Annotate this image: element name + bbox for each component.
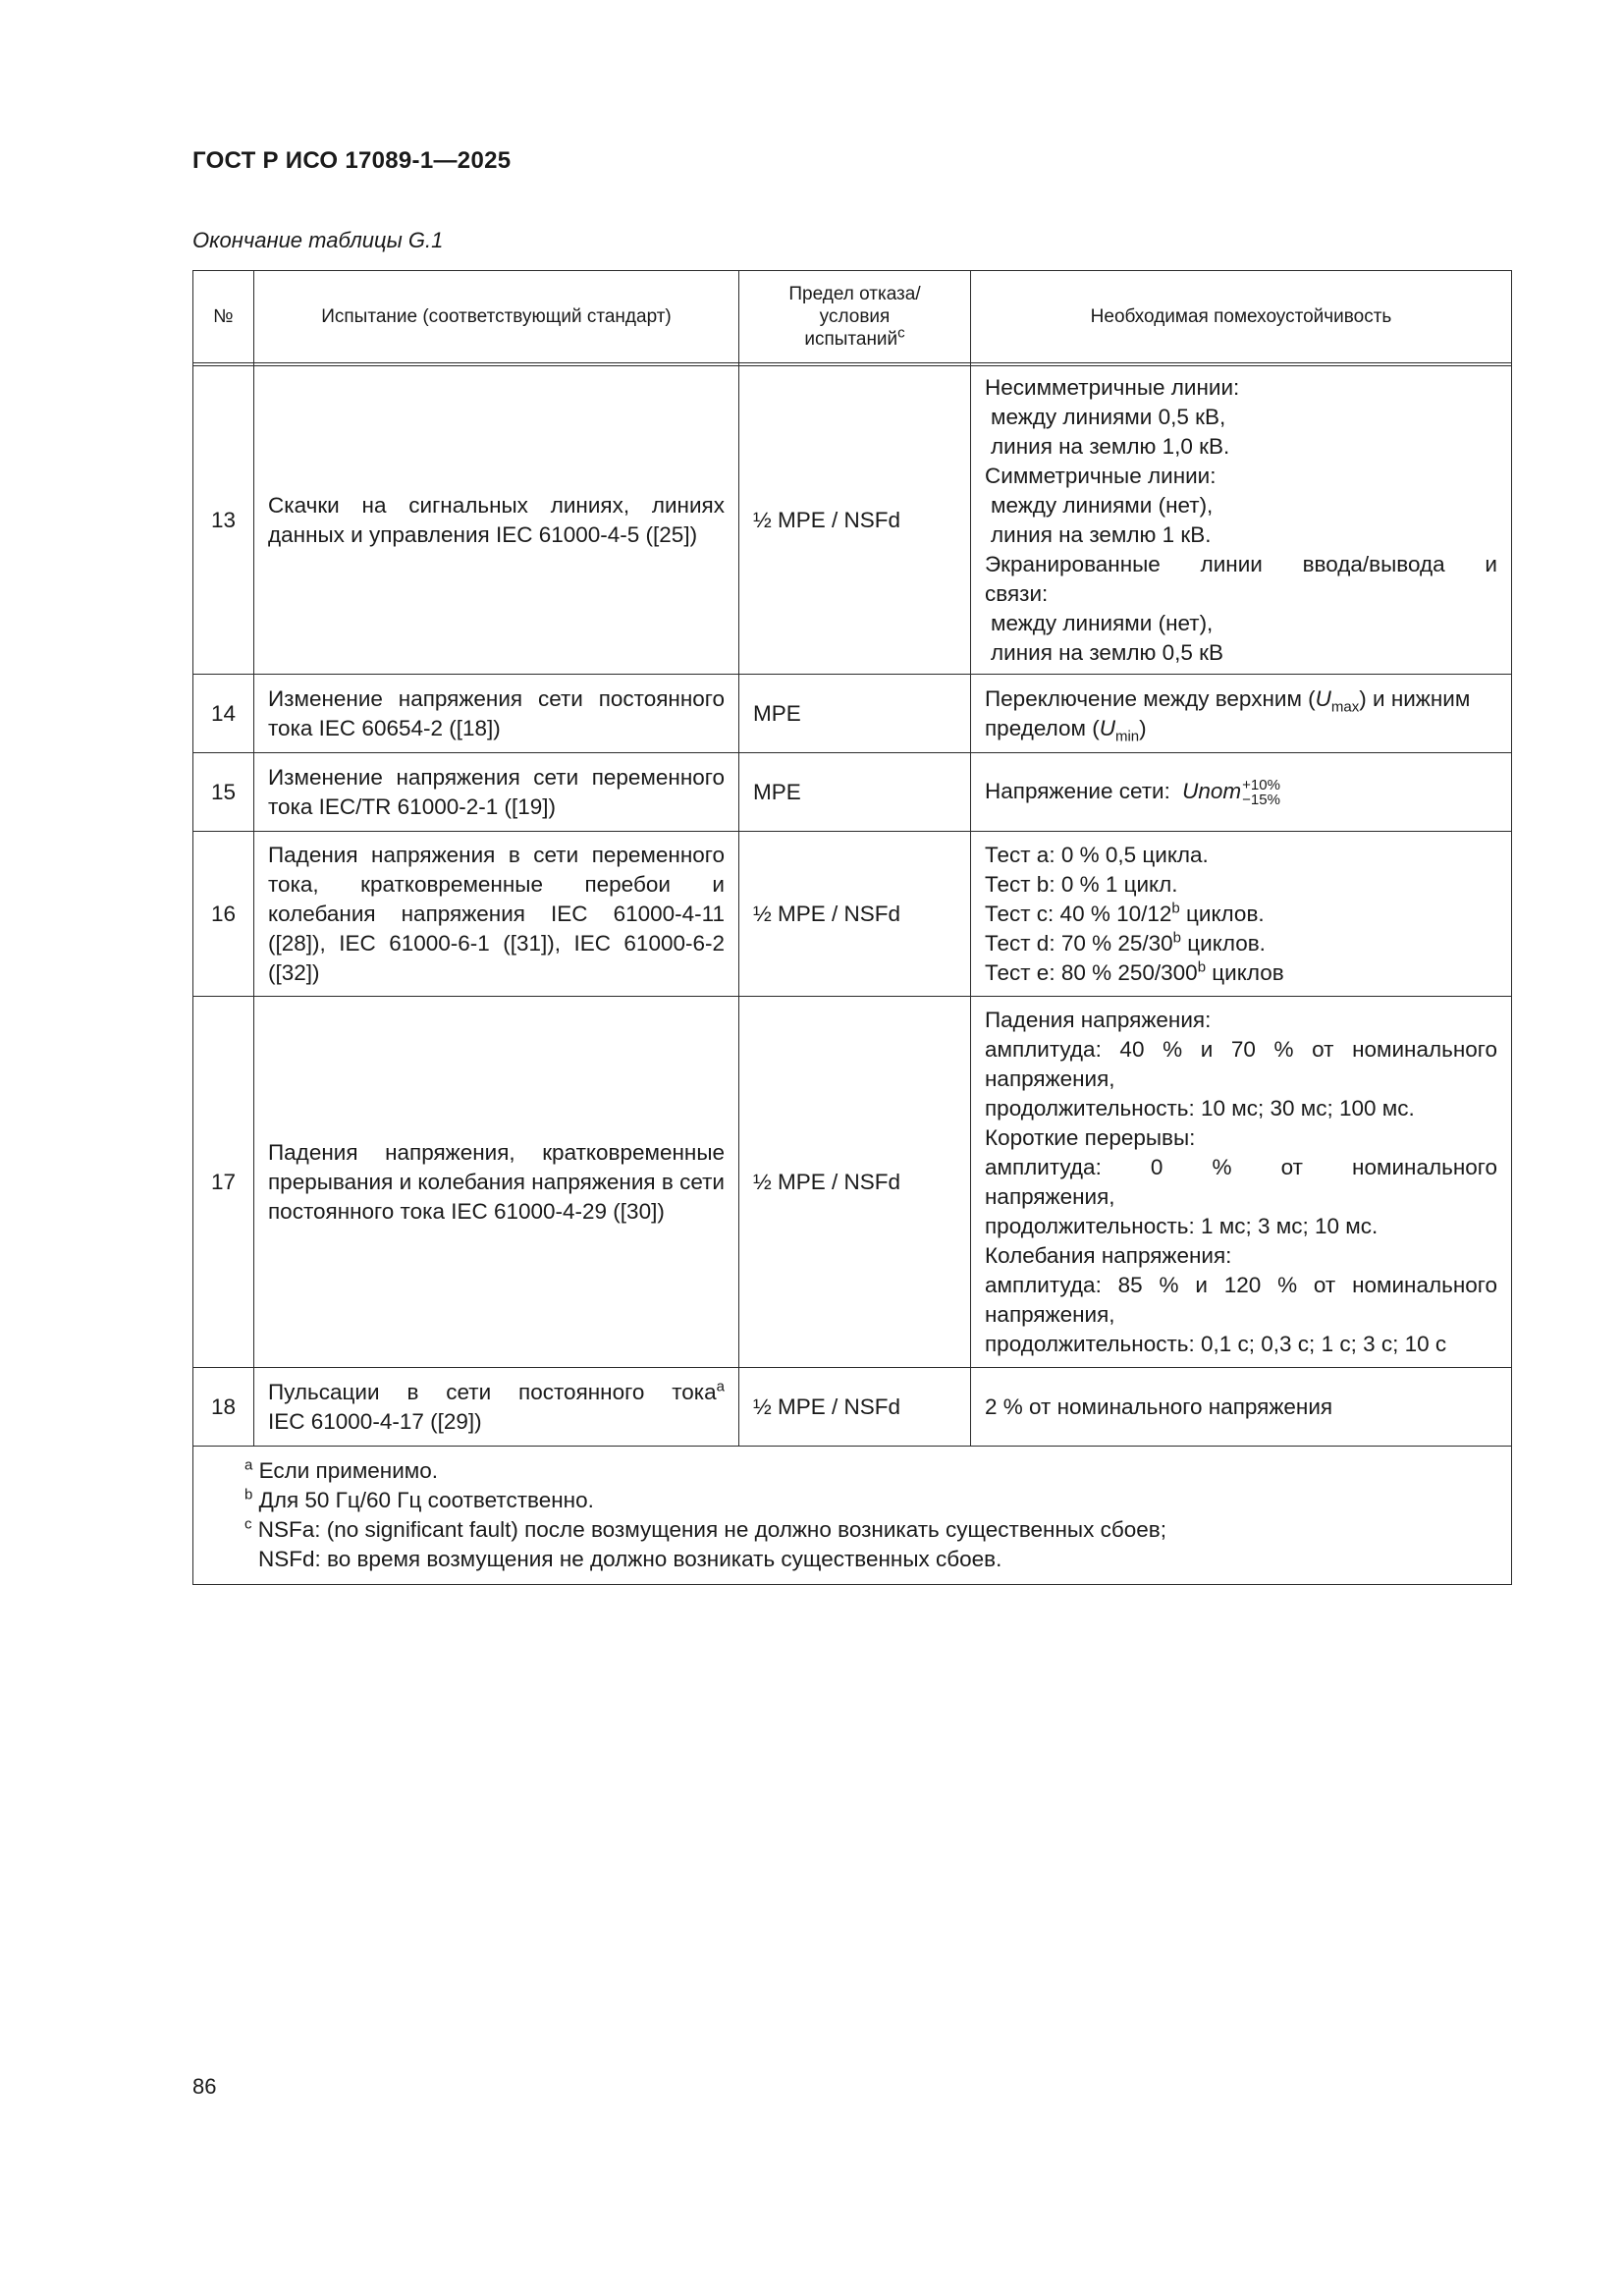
immunity-text: ) и нижним пределом ( (985, 685, 1471, 740)
immunity-line: продолжительность: 0,1 с; 0,3 с; 1 с; 3 с; 10 с (985, 1331, 1447, 1356)
row-limit: MPE (739, 675, 971, 753)
immunity-line (985, 900, 1497, 929)
row-immunity (971, 366, 1512, 675)
row-immunity (971, 753, 1512, 832)
row-test: Падения напряжения, кратковременные прерывания и колебания напряжения в сети постоянного тока IEC 61000-4-29 ([30]) (254, 997, 739, 1368)
note-text: NSFa: (no significant fault) после возмущения не должно возникать существенных сбоев; (251, 1517, 1166, 1542)
immunity-line: линия на землю 0,5 кВ (991, 639, 1223, 665)
immunity-text: Тест c: 40 % 10/12 (985, 901, 1172, 926)
immunity-line: напряжения, (985, 1066, 1115, 1091)
immunity-line: Тест a: 0 % 0,5 цикла. (985, 842, 1209, 867)
immunity-line: амплитуда: 40 % и 70 % от номинального (985, 1036, 1497, 1062)
row-limit: ½ MPE / NSFd (739, 832, 971, 997)
immunity-text: циклов. (1181, 930, 1266, 956)
note-text: NSFd: во время возмущения не должно возникать существенных сбоев. (258, 1547, 1002, 1571)
nominal-voltage-symbol: Unom (1182, 778, 1242, 803)
immunity-line: напряжения, (985, 1183, 1115, 1209)
table-row (193, 832, 1512, 997)
footnote-mark: c (897, 324, 905, 342)
column-header-immunity: Необходимая помехоустойчивость (971, 271, 1512, 363)
row-number: 15 (193, 753, 254, 832)
immunity-line: амплитуда: 85 % и 120 % от номинального (985, 1272, 1497, 1297)
row-test: Изменение напряжения сети переменного тока IEC/TR 61000-2-1 ([19]) (254, 753, 739, 832)
row-number: 17 (193, 997, 254, 1368)
immunity-line: Экранированные линии ввода/вывода и (985, 551, 1497, 576)
column-header-number: № (193, 271, 254, 363)
immunity-line (985, 958, 1497, 988)
column-header-test: Испытание (соответствующий стандарт) (254, 271, 739, 363)
table-g1 (192, 270, 1512, 1585)
table-row (193, 753, 1512, 832)
voltage-symbol: U (1099, 715, 1115, 740)
note-line (244, 1545, 1452, 1574)
footnote-mark: b (244, 1486, 253, 1503)
table-row (193, 675, 1512, 753)
document-title: ГОСТ Р ИСО 17089-1—2025 (192, 147, 512, 174)
immunity-text: Переключение между верхним ( (985, 685, 1316, 711)
footnote-mark: b (1171, 900, 1180, 916)
table-row (193, 1368, 1512, 1447)
note-text: Для 50 Гц/60 Гц соответственно. (252, 1488, 594, 1512)
table-row (193, 997, 1512, 1368)
footnote-mark: b (1172, 929, 1182, 946)
footnote-mark: a (716, 1378, 725, 1394)
column-header-limit (739, 271, 971, 363)
table-notes (193, 1447, 1512, 1585)
row-immunity (971, 832, 1512, 997)
immunity-line: линия на землю 1,0 кВ. (991, 433, 1230, 459)
row-limit: ½ MPE / NSFd (739, 366, 971, 675)
tolerance-fraction (1242, 778, 1280, 807)
immunity-text: Тест e: 80 % 250/300 (985, 959, 1198, 985)
voltage-symbol: U (1315, 685, 1331, 711)
immunity-line: линия на землю 1 кВ. (991, 521, 1212, 547)
row-immunity (971, 675, 1512, 753)
footnote-mark: a (244, 1456, 253, 1474)
tolerance-upper: +10% (1242, 777, 1280, 794)
table-header-row (193, 271, 1512, 363)
test-line (268, 1378, 725, 1407)
immunity-line: Симметричные линии: (985, 463, 1217, 488)
table-caption: Окончание таблицы G.1 (192, 228, 444, 252)
table-row (193, 366, 1512, 675)
column-header-limit-label: Предел отказа/ условия испытаний (788, 284, 921, 350)
immunity-text: ) (1139, 715, 1147, 740)
immunity-line (985, 929, 1497, 958)
table-notes-row (193, 1447, 1512, 1585)
row-number: 18 (193, 1368, 254, 1447)
immunity-line: амплитуда: 0 % от номинального (985, 1154, 1497, 1179)
note-line (244, 1486, 1452, 1515)
immunity-text: циклов (1206, 959, 1284, 985)
row-test (254, 1368, 739, 1447)
immunity-line: между линиями (нет), (991, 492, 1214, 518)
row-test: Изменение напряжения сети постоянного тока IEC 60654-2 ([18]) (254, 675, 739, 753)
tolerance-lower: −15% (1242, 792, 1280, 809)
row-test: Падения напряжения в сети переменного тока, кратковременные перебои и колебания напряжения IEC 61000-4-11 ([28]), IEC 61000-6-1 ([31]), IEC 61000-6-2 ([32]) (254, 832, 739, 997)
immunity-text: циклов. (1179, 901, 1265, 926)
footnote-mark: c (244, 1515, 252, 1533)
row-limit: ½ MPE / NSFd (739, 997, 971, 1368)
immunity-line: Падения напряжения: (985, 1007, 1212, 1032)
immunity-line: связи: (985, 580, 1049, 606)
immunity-line: Колебания напряжения: (985, 1242, 1232, 1268)
row-limit: MPE (739, 753, 971, 832)
note-line (244, 1456, 1452, 1486)
immunity-line: продолжительность: 10 мс; 30 мс; 100 мс. (985, 1095, 1415, 1121)
immunity-line: Тест b: 0 % 1 цикл. (985, 871, 1178, 897)
immunity-line: напряжения, (985, 1301, 1115, 1327)
test-text: Пульсации в сети постоянного тока (268, 1379, 717, 1404)
page-number: 86 (192, 2074, 217, 2099)
immunity-line: Несимметричные линии: (985, 374, 1240, 400)
note-line (244, 1515, 1452, 1545)
footnote-mark: b (1197, 958, 1207, 975)
immunity-text: Напряжение сети: (985, 778, 1170, 803)
test-line: IEC 61000-4-17 ([29]) (268, 1408, 482, 1434)
immunity-text: Тест d: 70 % 25/30 (985, 930, 1173, 956)
row-test: Скачки на сигнальных линиях, линиях данных и управления IEC 61000-4-5 ([25]) (254, 366, 739, 675)
immunity-line: между линиями 0,5 кВ, (991, 404, 1226, 429)
row-number: 16 (193, 832, 254, 997)
row-limit: ½ MPE / NSFd (739, 1368, 971, 1447)
subscript: min (1114, 728, 1140, 744)
note-text: Если применимо. (252, 1458, 439, 1483)
immunity-line: продолжительность: 1 мс; 3 мс; 10 мс. (985, 1213, 1379, 1238)
row-number: 13 (193, 366, 254, 675)
immunity-line: между линиями (нет), (991, 610, 1214, 635)
immunity-line: Короткие перерывы: (985, 1124, 1196, 1150)
subscript: max (1330, 698, 1360, 715)
row-immunity (971, 997, 1512, 1368)
row-immunity: 2 % от номинального напряжения (971, 1368, 1512, 1447)
row-number: 14 (193, 675, 254, 753)
